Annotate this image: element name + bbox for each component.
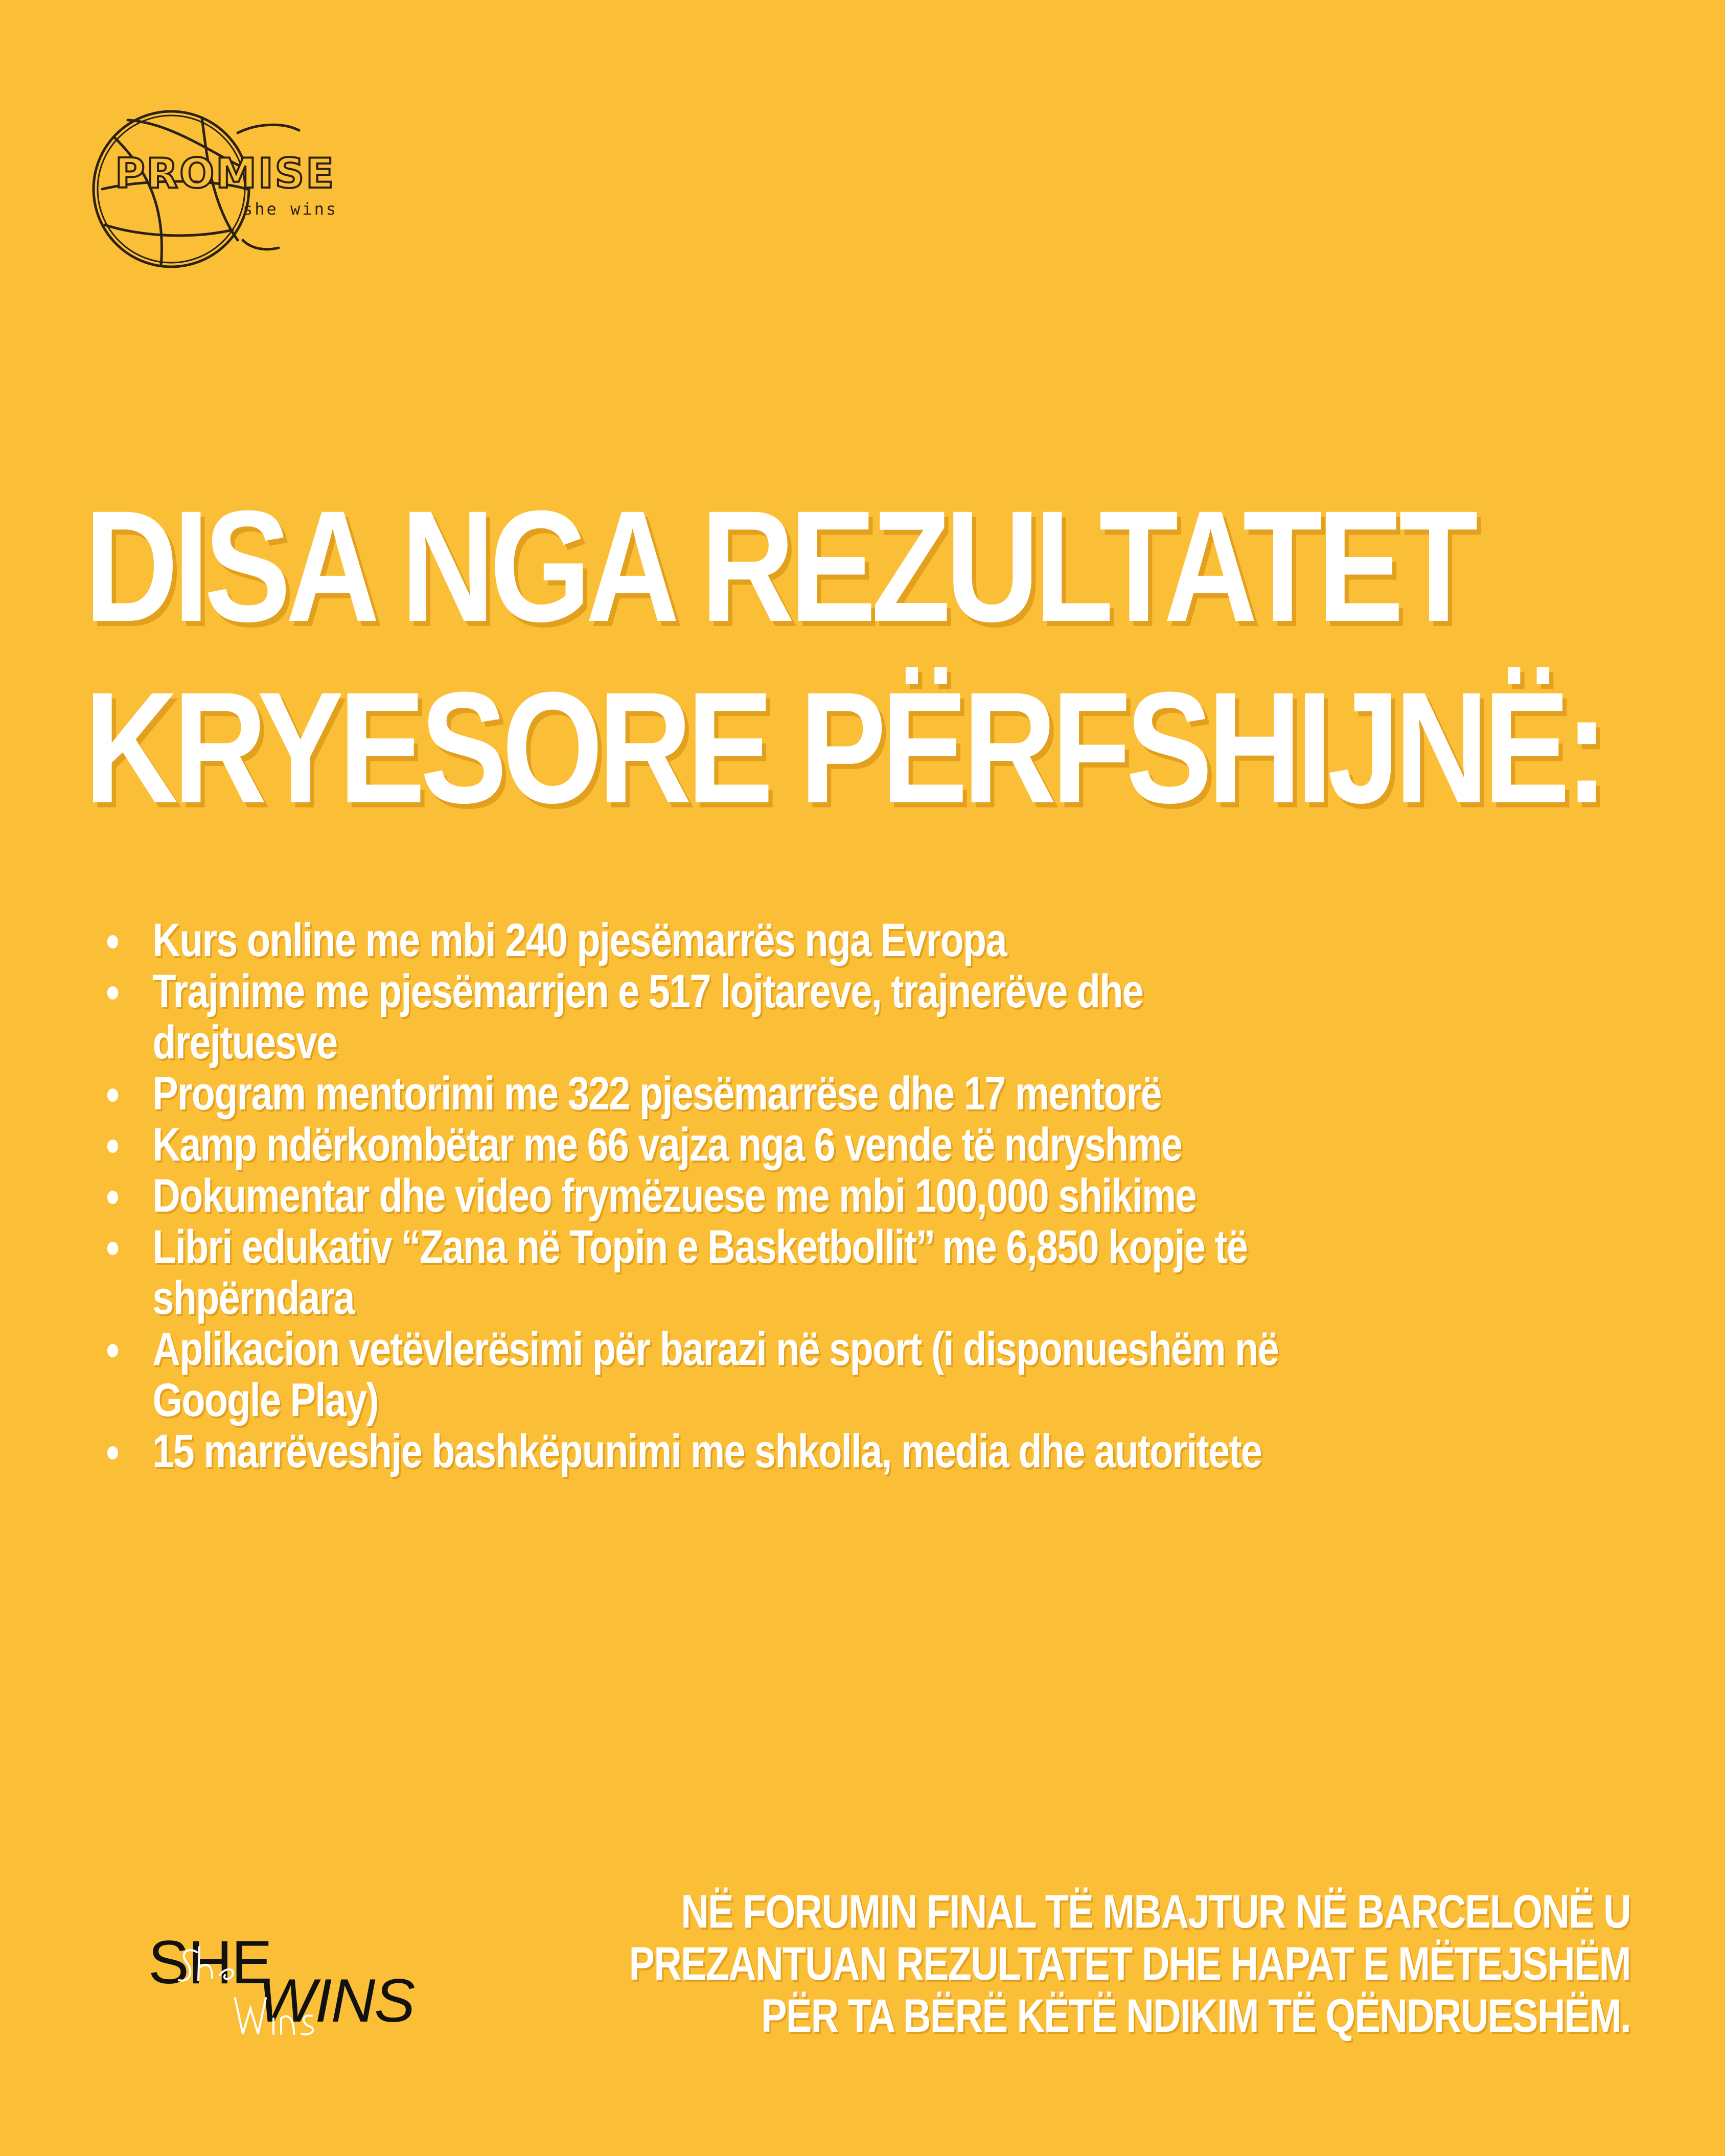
results-list <box>102 915 1548 1477</box>
promise-tagline: she wins <box>243 199 338 219</box>
title-line-2: KRYESORE PËRFSHIJNË: <box>84 659 1603 836</box>
list-item-text: 15 marrëveshje bashkëpunimi me shkolla, media dhe autoritete <box>152 1425 1262 1477</box>
bullet-icon <box>107 986 118 1000</box>
footer-statement <box>373 1886 1630 2042</box>
bullet-icon <box>107 1191 118 1204</box>
bullet-icon <box>107 1344 118 1357</box>
promise-wordmark: PROMISE <box>115 150 335 197</box>
she-wordmark: SHE <box>148 1928 271 1997</box>
list-item <box>102 1068 1548 1119</box>
list-item-text: Libri edukativ ‘‘Zana në Topin e Basketbollit’’ me 6,850 kopje të shpërndara <box>152 1221 1248 1324</box>
footer-line-2: PREZANTUAN REZULTATET DHE HAPAT E MËTEJSHËM <box>629 1938 1630 1990</box>
list-item <box>102 1119 1548 1170</box>
bullet-icon <box>107 1088 118 1102</box>
page-title <box>84 475 1603 838</box>
footer-line-1: NË FORUMIN FINAL TË MBAJTUR NË BARCELONË U <box>681 1886 1630 1938</box>
list-item-text: Program mentorimi me 322 pjesëmarrëse dhe 17 mentorë <box>152 1068 1161 1120</box>
promise-logo <box>84 102 371 276</box>
list-item <box>102 966 1200 1068</box>
list-item-text: Kurs online me mbi 240 pjesëmarrës nga Evropa <box>152 914 1006 966</box>
list-item-text: Aplikacion vetëvlerësimi për barazi në sport (i disponueshëm në Google Play) <box>152 1323 1278 1426</box>
list-item-text: Kamp ndërkombëtar me 66 vajza nga 6 vende të ndryshme <box>152 1119 1182 1171</box>
list-item <box>102 915 1548 966</box>
bullet-icon <box>107 1446 118 1459</box>
list-item <box>102 1426 1548 1477</box>
bullet-icon <box>107 1242 118 1255</box>
list-item <box>102 1221 1410 1324</box>
bullet-icon <box>107 1140 118 1153</box>
list-item-text: Dokumentar dhe video frymëzuese me mbi 100,000 shikime <box>152 1170 1196 1222</box>
bullet-icon <box>107 935 118 948</box>
title-line-1: DISA NGA REZULTATET <box>84 477 1474 655</box>
list-item-text: Trajnime me pjesëmarrjen e 517 lojtareve, trajnerëve dhe drejtuesve <box>152 965 1143 1069</box>
wins-wordmark: WINS <box>258 1966 415 2035</box>
list-item <box>102 1324 1410 1426</box>
footer-line-3: PËR TA BËRË KËTË NDIKIM TË QËNDRUESHËM. <box>761 1990 1630 2042</box>
list-item <box>102 1170 1548 1221</box>
